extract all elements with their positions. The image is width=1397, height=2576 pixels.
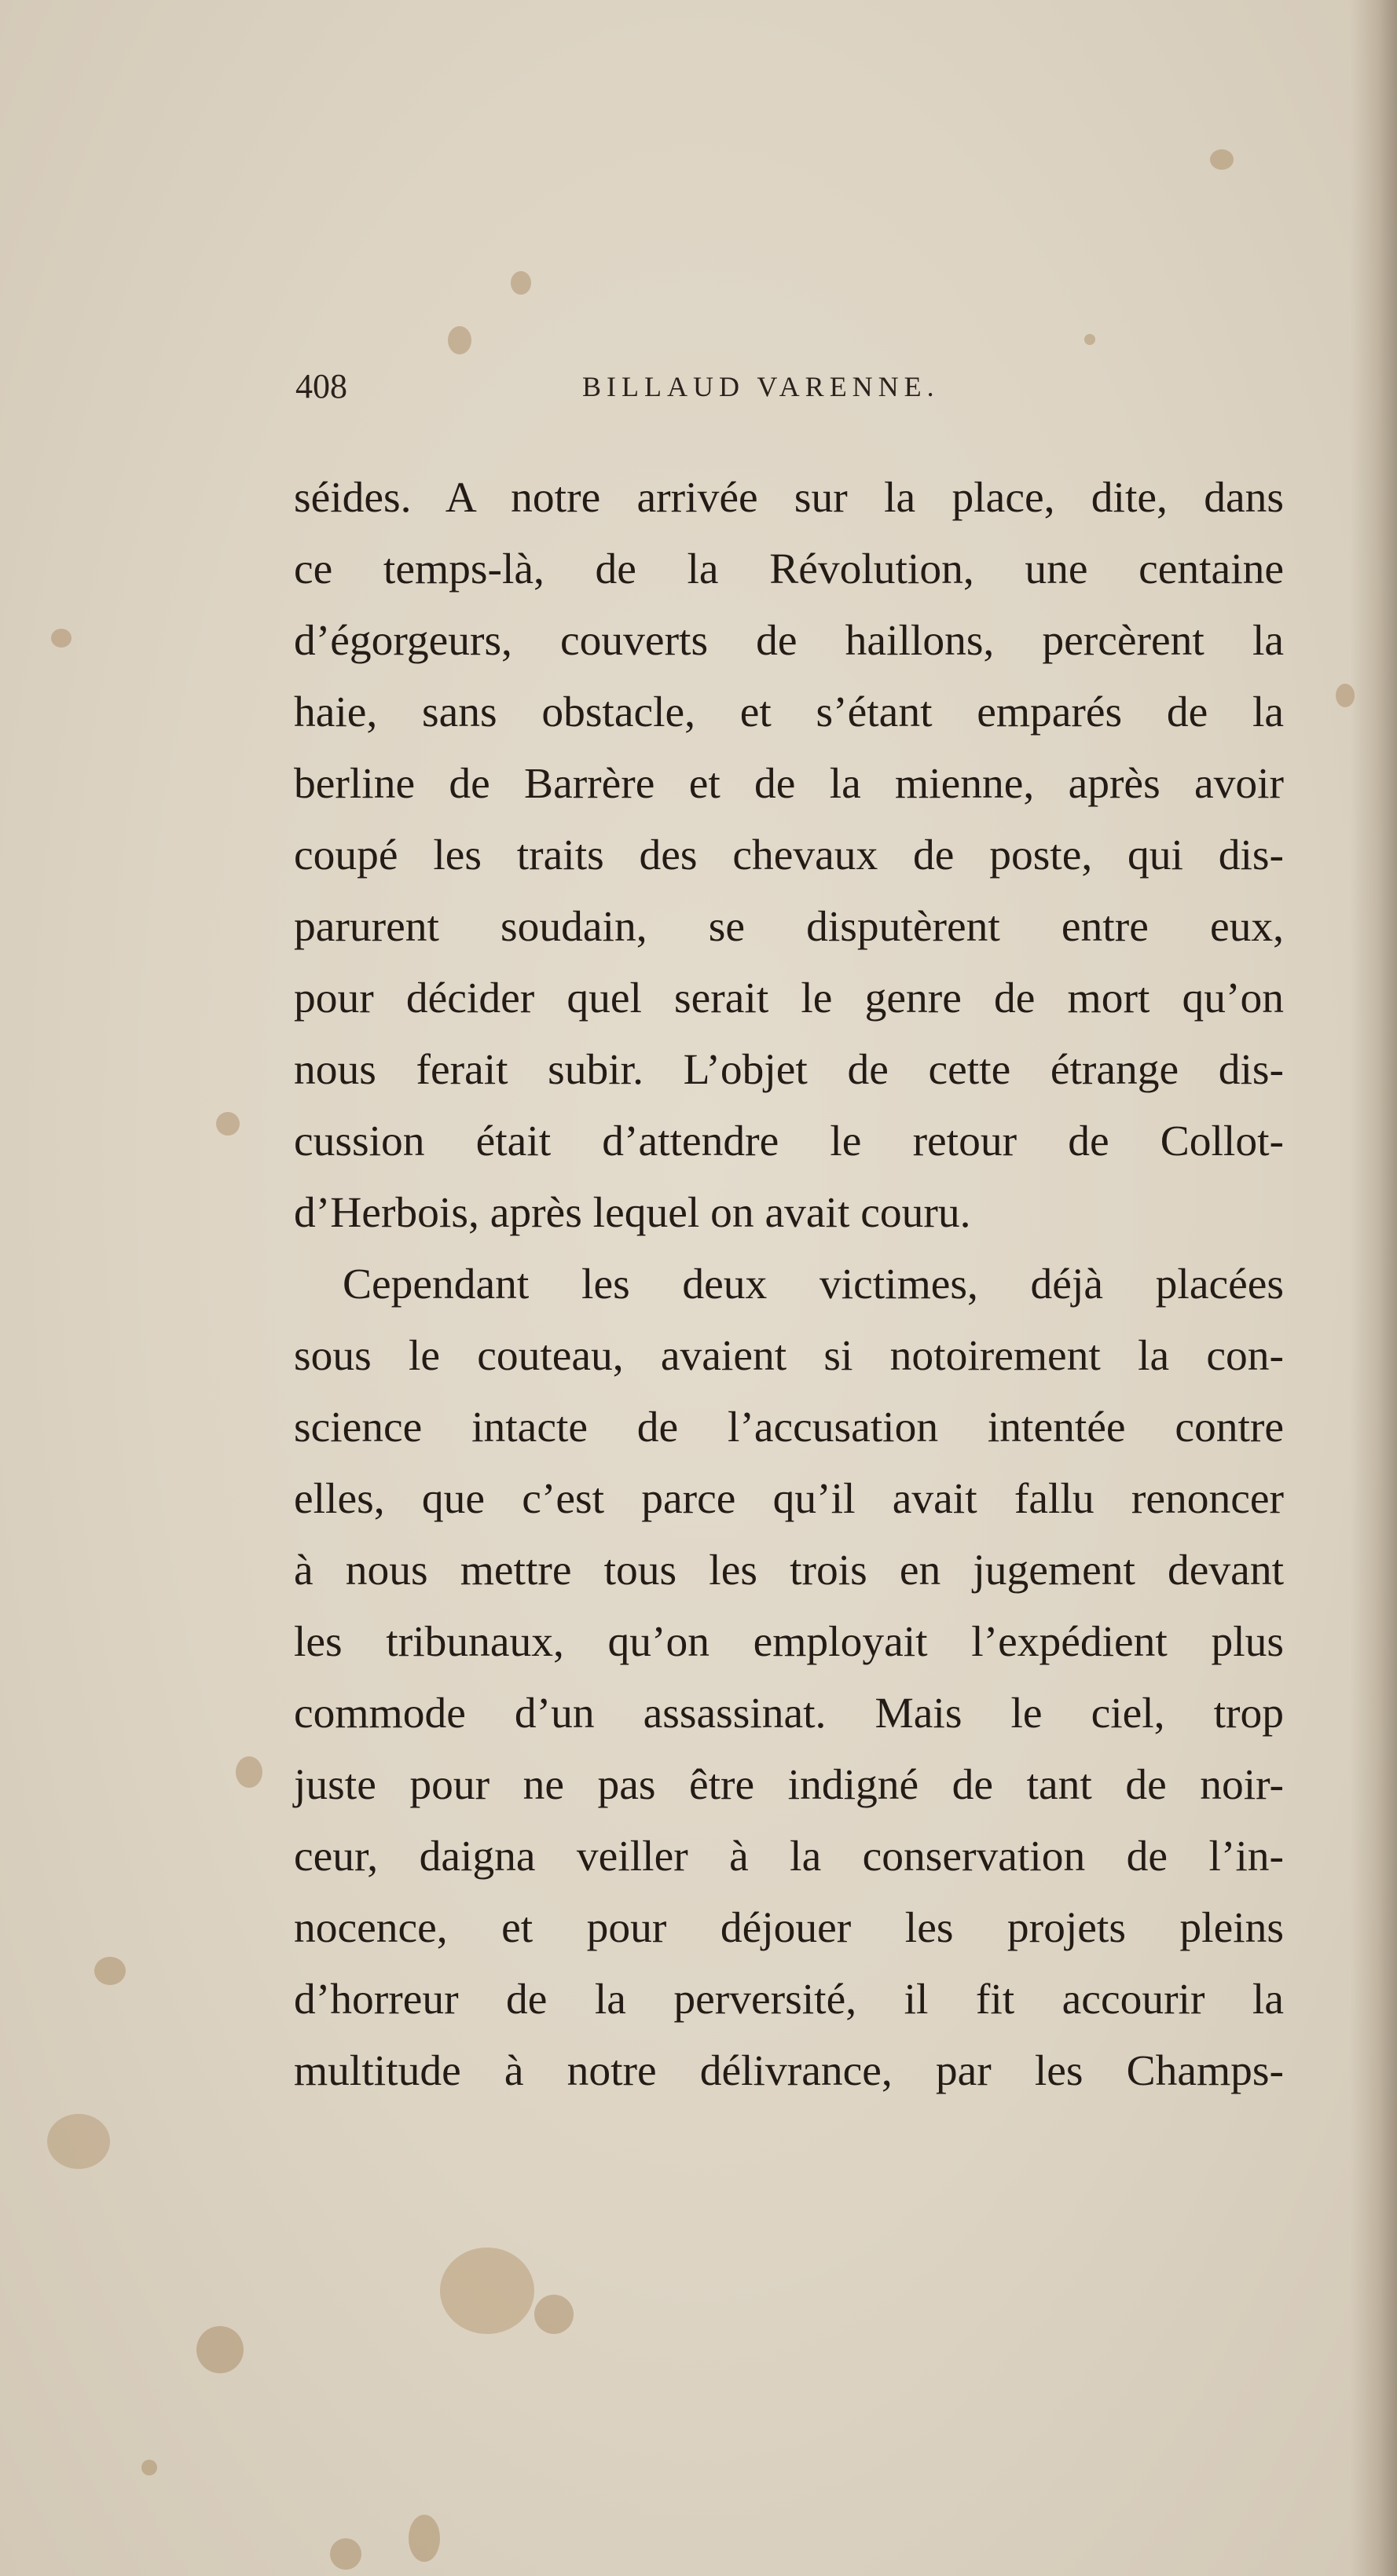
text-line: cussion était d’attendre le retour de Collot- bbox=[294, 1117, 1284, 1165]
text-line: à nous mettre tous les trois en jugement devant bbox=[294, 1547, 1284, 1594]
text-line: science intacte de l’accusation intentée contre bbox=[294, 1404, 1284, 1451]
text-line: parurent soudain, se disputèrent entre eux, bbox=[294, 903, 1284, 951]
text-line: ceur, daigna veiller à la conservation de l’in- bbox=[294, 1833, 1284, 1881]
page-edge-shadow bbox=[1350, 0, 1397, 2576]
text-line: haie, sans obstacle, et s’étant emparés de la bbox=[294, 688, 1284, 736]
text-line: les tribunaux, qu’on employait l’expédient plus bbox=[294, 1618, 1284, 1666]
text-line: d’Herbois, après lequel on avait couru. bbox=[294, 1189, 971, 1237]
text-line: commode d’un assassinat. Mais le ciel, trop bbox=[294, 1690, 1284, 1738]
text-line: sous le couteau, avaient si notoirement la con- bbox=[294, 1332, 1284, 1380]
text-line: séides. A notre arrivée sur la place, dite, dans bbox=[294, 474, 1284, 522]
page-number: 408 bbox=[295, 367, 347, 405]
text-line: ce temps-là, de la Révolution, une centaine bbox=[294, 545, 1284, 593]
text-line: berline de Barrère et de la mienne, après avoir bbox=[294, 760, 1284, 808]
text-line: nocence, et pour déjouer les projets pleins bbox=[294, 1904, 1284, 1952]
text-line: multitude à notre délivrance, par les Champs- bbox=[294, 2047, 1284, 2095]
text-line: coupé les traits des chevaux de poste, qui dis- bbox=[294, 831, 1284, 879]
text-line: d’égorgeurs, couverts de haillons, percèrent la bbox=[294, 617, 1284, 665]
body-text bbox=[294, 462, 1284, 2107]
text-line: elles, que c’est parce qu’il avait fallu renoncer bbox=[294, 1475, 1284, 1523]
text-line: Cependant les deux victimes, déjà placées bbox=[343, 1260, 1284, 1308]
text-line: d’horreur de la perversité, il fit accourir la bbox=[294, 1976, 1284, 2024]
text-line: nous ferait subir. L’objet de cette étrange dis- bbox=[294, 1046, 1284, 1094]
page-header bbox=[295, 363, 1026, 410]
text-line: pour décider quel serait le genre de mort qu’on bbox=[294, 974, 1284, 1022]
running-head: BILLAUD VARENNE. bbox=[582, 371, 940, 402]
text-line: juste pour ne pas être indigné de tant de noir- bbox=[294, 1761, 1284, 1809]
